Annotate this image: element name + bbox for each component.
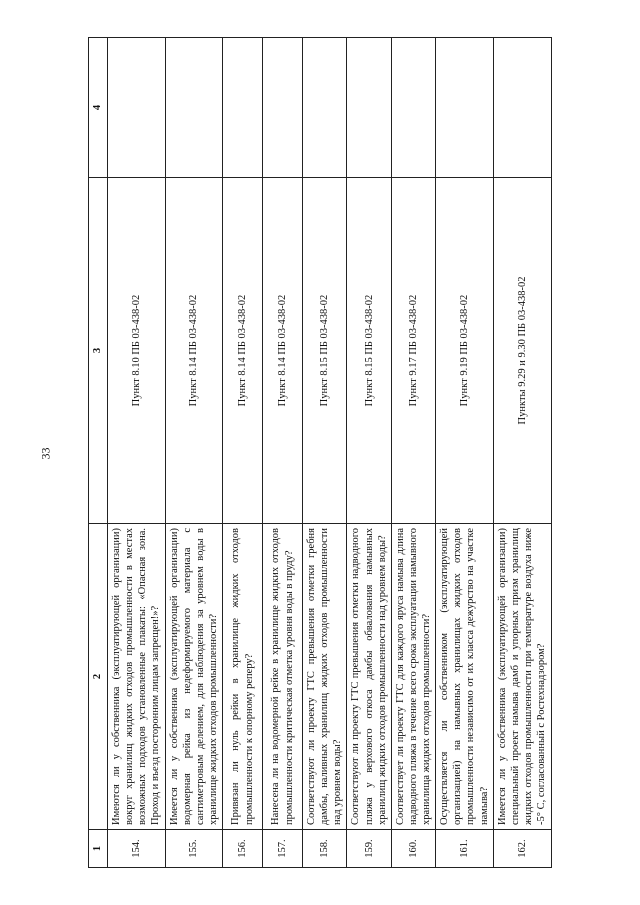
page-number: 33 [38,447,53,460]
table-row [108,38,166,868]
row-question: Имеются ли у собственника (эксплуатирующей организации) вокруг хранилищ жидких отходов промышленности в местах возможных подходов установленные плакаты: «Опасная зона. Проход и въезд посторонним лицам запрещен!»? [108,524,166,830]
row-number: 160. [391,830,435,868]
row-question: Соответствуют ли проекту ГТС превышения отметки надводного пляжа у верхового откоса дамбы обвалования намывных хранилищ жидких отходов промышленности над уровнем воды? [347,524,391,830]
header-col-3: 3 [89,178,108,524]
row-number: 161. [436,830,494,868]
row-note [165,38,223,178]
row-reference: Пункт 9.19 ПБ 03-438-02 [436,178,494,524]
row-question: Осуществляется ли собственником (эксплуатирующей организацией) на намывных хранилищах жидких отходов промышленности независимо от их класса дежурство на участке намыва? [436,524,494,830]
checklist-table [88,37,552,868]
row-note [347,38,391,178]
row-reference: Пункт 8.15 ПБ 03-438-02 [347,178,391,524]
row-reference: Пункт 8.14 ПБ 03-438-02 [165,178,223,524]
row-number: 156. [223,830,263,868]
row-number: 154. [108,830,166,868]
header-col-2: 2 [89,524,108,830]
row-note [263,38,303,178]
row-note [391,38,435,178]
row-number: 157. [263,830,303,868]
table-row [165,38,223,868]
row-question: Соответствуют ли проекту ГТС превышения отметки гребня дамбы, наливных хранилищ жидких отходов промышленности над уровнем воды? [303,524,347,830]
row-note [223,38,263,178]
header-row [89,38,108,868]
row-reference: Пункт 8.14 ПБ 03-438-02 [263,178,303,524]
row-number: 162. [493,830,551,868]
row-reference: Пункт 8.15 ПБ 03-438-02 [303,178,347,524]
row-reference: Пункты 9.29 и 9.30 ПБ 03-438-02 [493,178,551,524]
row-question: Соответствует ли проекту ГТС для каждого яруса намыва длина надводного пляжа в течение всего срока эксплуатации намывного хранилища жидких отходов промышленности? [391,524,435,830]
row-note [436,38,494,178]
table-row [391,38,435,868]
row-question: Нанесена ли на водомерной рейке в хранилище жидких отходов промышленности критическая отметка уровня воды в пруду? [263,524,303,830]
row-question: Имеется ли у собственника (эксплуатирующей организации) водомерная рейка из недеформируемого материала с сантиметровым делением, для наблюдения за уровнем воды в хранилище жидких отходов промышленности? [165,524,223,830]
row-note [303,38,347,178]
table-row [436,38,494,868]
header-col-1: 1 [89,830,108,868]
table-body [108,38,552,868]
table-row [263,38,303,868]
row-reference: Пункт 9.17 ПБ 03-438-02 [391,178,435,524]
row-note [108,38,166,178]
row-question: Привязан ли нуль рейки в хранилище жидких отходов промышленности к опорному реперу? [223,524,263,830]
rotated-table-container [88,38,548,868]
row-note [493,38,551,178]
table-row [493,38,551,868]
header-col-4: 4 [89,38,108,178]
table-row [347,38,391,868]
table-row [303,38,347,868]
row-number: 159. [347,830,391,868]
row-reference: Пункт 8.14 ПБ 03-438-02 [223,178,263,524]
row-number: 158. [303,830,347,868]
row-question: Имеется ли у собственника (эксплуатирующей организации) специальный проект намыва дамб и упорных призм хранилищ жидких отходов промышленности при температуре воздуха ниже -5° С, согласованный с Ростехнадзором? [493,524,551,830]
table-row [223,38,263,868]
row-reference: Пункт 8.10 ПБ 03-438-02 [108,178,166,524]
row-number: 155. [165,830,223,868]
